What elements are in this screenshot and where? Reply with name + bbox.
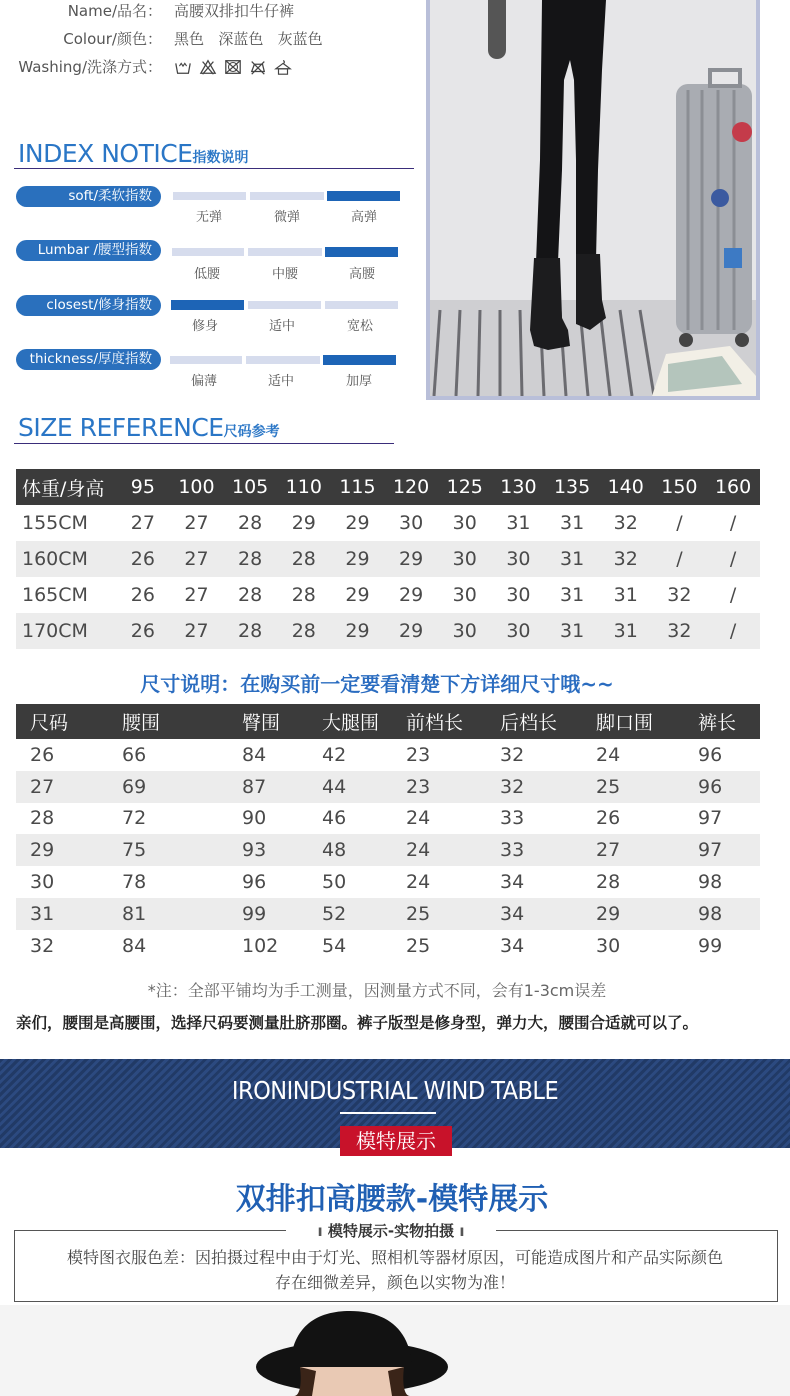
size-reference-title-en: SIZE REFERENCE — [18, 413, 224, 442]
table-header-cell: 115 — [331, 469, 385, 505]
table-header-cell: 100 — [170, 469, 224, 505]
measurement-note: *注：全部平铺均为手工测量，因测量方式不同，会有1-3cm误差 — [147, 981, 607, 1000]
table-cell: / — [676, 512, 683, 534]
table-cell: 165CM — [22, 584, 88, 606]
table-cell: 66 — [122, 743, 147, 766]
table-cell: 50 — [322, 871, 347, 894]
table-cell: 99 — [226, 898, 310, 930]
disclaimer-heading: ı 模特展示-实物拍摄 ı — [286, 1220, 496, 1241]
table-header-cell: 130 — [492, 469, 546, 505]
index-bar — [250, 192, 324, 200]
table-cell: 25 — [406, 934, 431, 957]
table-header-cell: 裤长 — [694, 704, 760, 739]
divider — [14, 443, 394, 444]
table-row — [16, 613, 760, 649]
index-level-label: 适中 — [268, 319, 295, 334]
table-cell: 30 — [452, 584, 477, 606]
divider — [14, 168, 414, 169]
table-cell: 170CM — [16, 613, 116, 649]
index-level-label: 微弹 — [273, 210, 300, 225]
size-detail-title: 尺寸说明：在购买前一定要看清楚下方详细尺寸哦~~ — [140, 672, 614, 696]
table-row — [16, 898, 760, 930]
table-cell: 26 — [116, 613, 170, 649]
table-row — [16, 803, 760, 835]
index-bar — [325, 301, 398, 309]
disclaimer-subtitle: 模特展示-实物拍摄 — [327, 1222, 455, 1240]
table-cell: 25 — [590, 771, 694, 803]
table-cell: 26 — [116, 541, 170, 577]
model-hat-illustration — [0, 1305, 790, 1396]
table-header-row — [16, 469, 760, 505]
table-cell: 24 — [596, 743, 621, 766]
table-cell: 98 — [694, 898, 760, 930]
table-cell: 28 — [223, 613, 277, 649]
table-cell: 96 — [694, 771, 760, 803]
product-colour-row — [0, 28, 420, 52]
table-row — [16, 866, 760, 898]
table-cell: 30 — [438, 613, 492, 649]
table-cell: 25 — [398, 898, 494, 930]
table-cell: 31 — [16, 898, 112, 930]
table-cell: 24 — [406, 807, 431, 830]
table-header-cell: 臀围 — [226, 704, 310, 739]
table-cell: 24 — [406, 871, 431, 894]
sizing-advice: 亲们，腰围是高腰围，选择尺码要测量肚脐那圈。裤子版型是修身型，弹力大，腰围合适就可以了。 — [16, 1014, 699, 1032]
table-cell: 31 — [559, 512, 585, 534]
table-cell: 155CM — [22, 512, 88, 534]
table-cell: 32 — [653, 613, 707, 649]
table-cell: 28 — [277, 613, 331, 649]
table-cell: / — [706, 541, 760, 577]
table-cell: 46 — [322, 807, 347, 830]
table-cell: 29 — [399, 584, 424, 606]
table-cell: 44 — [310, 771, 398, 803]
table-cell: 30 — [438, 541, 492, 577]
table-header-cell: 135 — [545, 469, 599, 505]
table-cell: 34 — [494, 898, 590, 930]
product-name-row — [0, 0, 420, 24]
product-name-label: Name/品名： — [67, 2, 162, 20]
banner-underline — [340, 1112, 436, 1114]
index-level-label: 修身 — [191, 319, 218, 334]
table-cell: / — [729, 512, 737, 534]
table-cell: 28 — [238, 584, 263, 606]
table-cell: 90 — [242, 807, 267, 830]
table-row — [16, 771, 760, 803]
table-cell: 75 — [112, 834, 226, 866]
table-row — [16, 577, 760, 613]
size-reference-table — [16, 469, 760, 649]
table-header-cell: 140 — [599, 469, 653, 505]
table-cell: 84 — [242, 743, 267, 766]
table-header-cell: 体重/身高 — [16, 469, 116, 505]
table-row — [16, 739, 760, 771]
table-cell: 31 — [599, 613, 653, 649]
table-cell: 33 — [500, 807, 525, 830]
table-cell: 28 — [596, 871, 621, 894]
index-bar — [172, 248, 244, 256]
index-bar-selected — [171, 300, 244, 310]
table-cell: 32 — [599, 541, 653, 577]
table-header-cell: 后档长 — [494, 704, 590, 739]
table-cell: 29 — [16, 834, 112, 866]
table-cell: 96 — [698, 743, 723, 766]
table-header-cell: 大腿围 — [310, 704, 398, 739]
product-colour-values — [174, 28, 323, 49]
table-row — [16, 930, 760, 962]
table-cell: 102 — [242, 934, 279, 957]
product-colour-label: Colour/颜色： — [63, 30, 162, 48]
hand-wash-icon — [174, 58, 192, 76]
table-cell: 29 — [291, 512, 316, 534]
table-cell: 32 — [500, 743, 525, 766]
size-reference-heading — [18, 413, 280, 442]
index-level-label: 宽松 — [346, 319, 373, 334]
table-cell: 29 — [345, 512, 370, 534]
banner-title: IRONINDUSTRIAL WIND TABLE — [231, 1076, 559, 1105]
table-header-cell: 腰围 — [112, 704, 226, 739]
table-row — [16, 505, 760, 541]
table-cell: / — [653, 541, 707, 577]
index-notice-title-en: INDEX NOTICE — [18, 139, 193, 168]
model-photo-illustration — [430, 0, 756, 396]
index-level-label: 加厚 — [345, 374, 372, 389]
table-cell: 27 — [170, 613, 224, 649]
product-photo — [426, 0, 760, 400]
product-washing-row — [0, 56, 420, 80]
table-cell: 30 — [452, 512, 477, 534]
table-cell: 28 — [223, 541, 277, 577]
table-header-cell: 脚口围 — [590, 704, 694, 739]
table-cell: 27 — [130, 512, 155, 534]
table-cell: 31 — [545, 541, 599, 577]
table-header-cell: 前档长 — [398, 704, 494, 739]
table-cell: 28 — [291, 584, 316, 606]
table-cell: / — [706, 613, 760, 649]
index-level-label: 高腰 — [348, 267, 375, 282]
table-header-cell: 110 — [277, 469, 331, 505]
table-row — [16, 834, 760, 866]
table-cell: 48 — [310, 834, 398, 866]
table-cell: 42 — [322, 743, 347, 766]
table-cell: 30 — [596, 934, 621, 957]
product-washing-label: Washing/洗涤方式： — [18, 58, 162, 76]
index-bar-selected — [325, 247, 398, 257]
table-cell: 31 — [506, 512, 531, 534]
index-level-label: 高弹 — [350, 210, 377, 225]
table-cell: 30 — [30, 871, 55, 894]
table-cell: 23 — [406, 743, 431, 766]
product-name-value: 高腰双排扣牛仔裤 — [174, 2, 295, 20]
table-cell: 31 — [613, 584, 638, 606]
table-cell: 31 — [559, 584, 585, 606]
table-cell: 32 — [613, 512, 638, 534]
index-bar-selected — [323, 355, 396, 365]
size-detail-table — [16, 704, 760, 962]
colour-option: 深蓝色 — [218, 30, 264, 48]
table-cell: 32 — [494, 771, 590, 803]
table-cell: 52 — [310, 898, 398, 930]
index-notice-title-cn: 指数说明 — [192, 150, 249, 166]
index-bar-selected — [327, 191, 400, 201]
table-cell: 97 — [694, 834, 760, 866]
index-level-label: 低腰 — [193, 267, 220, 282]
colour-option: 灰蓝色 — [277, 30, 323, 48]
table-cell: 32 — [667, 584, 692, 606]
table-cell: 32 — [30, 934, 55, 957]
table-header-cell: 160 — [706, 469, 760, 505]
table-cell: 34 — [500, 871, 525, 894]
no-bleach-icon — [199, 58, 217, 76]
table-cell: 29 — [331, 613, 385, 649]
table-cell: / — [729, 584, 737, 606]
table-header-cell: 150 — [653, 469, 707, 505]
model-section-title: 双排扣高腰款-模特展示 — [235, 1182, 549, 1217]
table-cell: 28 — [30, 807, 55, 830]
index-bar — [173, 192, 246, 200]
table-cell: 26 — [130, 584, 155, 606]
model-display-tag: 模特展示 — [340, 1126, 452, 1156]
index-notice-heading — [18, 139, 248, 168]
table-cell: 29 — [331, 541, 385, 577]
table-cell: 54 — [322, 934, 347, 957]
no-iron-icon — [249, 58, 267, 76]
model-photo — [0, 1305, 790, 1396]
hang-dry-icon — [274, 58, 292, 76]
index-bar — [248, 248, 322, 256]
table-cell: 30 — [506, 584, 531, 606]
table-cell: 84 — [122, 934, 147, 957]
table-cell: 28 — [277, 541, 331, 577]
disclaimer-line-1: 模特图衣服色差：因拍摄过程中由于灯光、照相机等器材原因，可能造成图片和产品实际颜色 — [66, 1248, 723, 1267]
table-cell: 30 — [492, 613, 546, 649]
no-tumble-dry-icon — [224, 58, 242, 76]
table-cell: 28 — [238, 512, 263, 534]
table-row — [16, 541, 760, 577]
table-header-cell: 95 — [116, 469, 170, 505]
index-level-label: 中腰 — [271, 267, 298, 282]
table-header-cell: 125 — [438, 469, 492, 505]
table-cell: 97 — [698, 807, 723, 830]
index-bar — [246, 356, 320, 364]
size-reference-title-cn: 尺码参考 — [223, 424, 280, 440]
index-thickness-pill: thickness/厚度指数 — [16, 349, 161, 370]
table-cell: 69 — [112, 771, 226, 803]
table-cell: 24 — [398, 834, 494, 866]
table-cell: 87 — [226, 771, 310, 803]
table-cell: 26 — [30, 743, 55, 766]
table-cell: 33 — [494, 834, 590, 866]
index-level-label: 无弹 — [195, 210, 222, 225]
table-cell: 29 — [345, 584, 370, 606]
table-cell: 27 — [170, 541, 224, 577]
table-cell: 99 — [698, 934, 723, 957]
table-header-cell: 105 — [223, 469, 277, 505]
disclaimer-line-2: 存在细微差异，颜色以实物为准！ — [274, 1273, 515, 1292]
table-cell: 81 — [112, 898, 226, 930]
table-cell: 26 — [596, 807, 621, 830]
table-cell: 29 — [384, 541, 438, 577]
table-cell: 34 — [500, 934, 525, 957]
table-cell: 93 — [226, 834, 310, 866]
table-cell: 78 — [122, 871, 147, 894]
table-cell: 96 — [242, 871, 267, 894]
index-level-label: 偏薄 — [190, 374, 217, 389]
table-cell: 27 — [590, 834, 694, 866]
table-cell: 27 — [184, 512, 209, 534]
table-cell: 31 — [545, 613, 599, 649]
index-soft-pill: soft/柔软指数 — [16, 186, 161, 207]
table-cell: 98 — [698, 871, 723, 894]
table-cell: 30 — [399, 512, 424, 534]
table-header-cell: 120 — [384, 469, 438, 505]
index-lumbar-pill: Lumbar /腰型指数 — [16, 240, 161, 261]
table-cell: 29 — [384, 613, 438, 649]
table-cell: 30 — [492, 541, 546, 577]
colour-option: 黑色 — [174, 30, 205, 48]
index-level-label: 适中 — [267, 374, 294, 389]
table-header-cell: 尺码 — [16, 704, 112, 739]
table-cell: 72 — [122, 807, 147, 830]
table-header-row — [16, 704, 760, 739]
index-bar — [170, 356, 242, 364]
index-closest-pill: closest/修身指数 — [16, 295, 161, 316]
table-cell: 27 — [184, 584, 209, 606]
table-cell: 160CM — [16, 541, 116, 577]
table-cell: 23 — [398, 771, 494, 803]
table-cell: 29 — [590, 898, 694, 930]
table-cell: 27 — [16, 771, 112, 803]
index-bar — [248, 301, 321, 309]
